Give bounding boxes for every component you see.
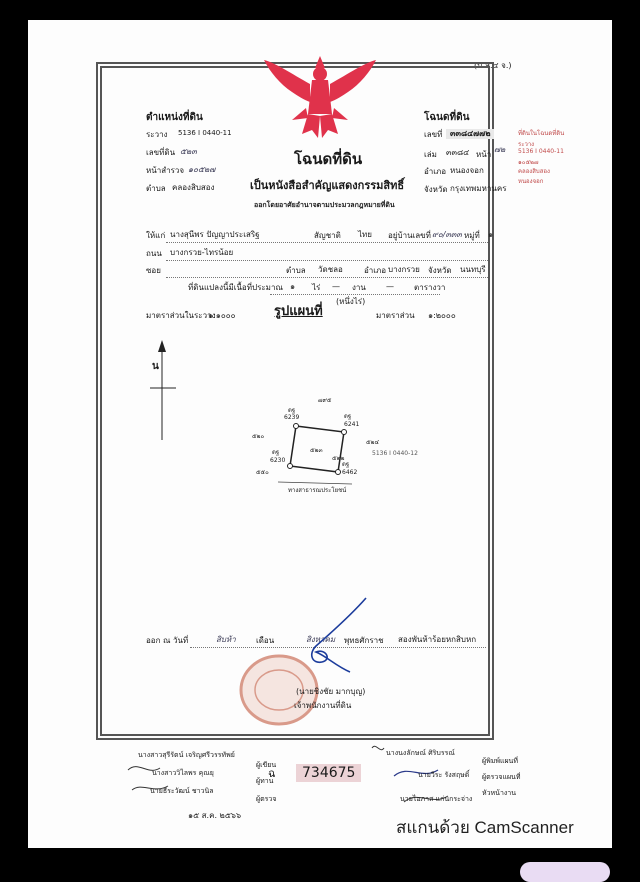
stake-2-prefix: ดฐ [344, 413, 352, 420]
stake-3: 6230 [270, 457, 286, 464]
stake-4-prefix: ดฐ [342, 461, 350, 468]
scale-right-label: มาตราส่วน [376, 311, 415, 320]
scale-left-label: มาตราส่วนในระวาง [146, 311, 216, 320]
footer-left-name3: นายธีระวัฒน์ ชาวนิล [150, 787, 214, 795]
area-rai-label: ไร่ [312, 283, 321, 292]
footer-left-role3: ผู้ตรวจ [256, 795, 277, 803]
footer-right-name3: นายไอภาส แก่นกระจ่าง [400, 795, 473, 803]
area-note: (หนึ่งไร่) [336, 297, 366, 306]
tambon-label: ตำบล [146, 184, 166, 193]
road-note: ทางสาธารณประโยชน์ [288, 487, 347, 494]
side-note-line3: 5136 I 0440-11 [518, 148, 564, 155]
footer-right-role1: ผู้พิมพ์แผนที่ [482, 757, 518, 765]
footer-left-signatures-icon [124, 758, 184, 798]
adjacent-south: ๕๒๒ [332, 455, 345, 462]
stake-1: 6239 [284, 414, 300, 421]
side-note-line2: ระวาง [518, 141, 535, 148]
area-line [270, 294, 440, 295]
camscanner-watermark: สแกนด้วย CamScanner [396, 818, 574, 837]
owner-tambon-value: วัดชลอ [318, 265, 343, 274]
issue-month-label: เดือน [256, 636, 275, 645]
parcel-number: ๕๒๓ [310, 447, 323, 454]
scale-right-value: ๑:๒๐๐๐ [428, 311, 456, 320]
adjacent-north: ๗๙๕ [318, 397, 332, 404]
area-wa-value: — [386, 282, 394, 291]
area-ngan-value: — [332, 282, 340, 291]
owner-line-1 [166, 242, 488, 243]
footer-left-name2: นางสาววิไลพร คุณยุ [152, 769, 214, 777]
area-ngan-label: งาน [352, 283, 366, 292]
parcel-map [240, 396, 390, 496]
owner-province-value: นนทบุรี [460, 265, 486, 274]
page-code: (น.ส.๔ จ.) [474, 61, 512, 70]
serial-prefix: ฉ [268, 767, 276, 780]
owner-prefix: ให้แก่ [146, 231, 166, 240]
book-value: ๓๓๘๔ [446, 148, 470, 157]
adjacent-west: ๕๒๐ [252, 433, 265, 440]
north-arrow-icon [148, 338, 178, 444]
amphoe-label: อำเภอ [424, 167, 447, 176]
north-label: น [152, 361, 159, 372]
side-note-line6: หนองจอก [518, 178, 544, 185]
number-value: ๓๓๘๔๗๗๒ [446, 129, 494, 139]
amphoe-value: หนองจอก [450, 166, 484, 175]
map-heading: รูปแผนที่ [274, 304, 323, 319]
doc-right-title: โฉนดที่ดิน [424, 112, 470, 123]
footer-left-role1: ผู้เขียน [256, 761, 277, 769]
stake-1-prefix: ดฐ [288, 407, 296, 414]
doc-left-title: ตำแหน่งที่ดิน [146, 112, 203, 123]
stake-2: 6241 [344, 421, 360, 428]
nationality-label: สัญชาติ [314, 231, 341, 240]
page-label: หน้า [476, 150, 492, 159]
issued-by-text: ออกโดยอาศัยอำนาจตามประมวลกฎหมายที่ดิน [254, 201, 395, 209]
moo-value: ๑ [488, 230, 494, 239]
footer-right-role3: หัวหน้างาน [482, 789, 517, 797]
issue-year-label: พุทธศักราช [344, 636, 384, 645]
document-subtitle: เป็นหนังสือสำคัญแสดงกรรมสิทธิ์ [250, 179, 405, 192]
book-label: เล่ม [424, 150, 437, 159]
footer-right-name1: นางนงลักษณ์ ศิริบรรณ์ [386, 749, 455, 757]
survey-label: หน้าสำรวจ [146, 166, 185, 175]
sheet-label: ระวาง [146, 130, 168, 139]
area-label: ที่ดินแปลงนี้มีเนื้อที่ประมาณ [188, 283, 283, 292]
adjacent-southwest: ๕๕๐ [256, 469, 269, 476]
road-label: ถนน [146, 249, 162, 258]
stake-4: 6462 [342, 469, 358, 476]
owner-line-2 [166, 260, 488, 261]
footer-left-name1: นางสาวสุรีรัตน์ เจริญศรีวรรทัพย์ [138, 751, 235, 759]
officer-title: เจ้าพนักงานที่ดิน [294, 701, 352, 710]
moo-label: หมู่ที่ [464, 231, 480, 240]
nationality-value: ไทย [358, 230, 372, 239]
document-title: โฉนดที่ดิน [294, 150, 363, 168]
side-note-line4: ๑๐๕๒๗ [518, 159, 539, 166]
soi-label: ซอย [146, 266, 161, 275]
sheet-value: 5136 I 0440-11 [178, 129, 232, 137]
parcel-value: ๕๒๓ [180, 147, 197, 156]
stake-3-prefix: ดฐ [272, 449, 280, 456]
page-value: ๗๒ [494, 145, 506, 154]
house-number: ๙๐/๓๓๓ [432, 230, 462, 239]
owner-name: นางสุนีพร ปัญญาประเสริฐ [170, 230, 260, 239]
side-note-line1: ที่ดินในโฉนดที่ดิน [518, 130, 565, 137]
side-note-line5: คลองสิบสอง [518, 168, 550, 175]
tambon-value: คลองสิบสอง [172, 183, 215, 192]
area-wa-label: ตารางวา [414, 283, 446, 292]
survey-value: ๑๐๕๒๗ [188, 165, 216, 174]
issue-month: สิงหาคม [306, 635, 336, 644]
owner-line-3 [166, 277, 488, 278]
parcel-label: เลขที่ดิน [146, 148, 176, 157]
owner-tambon-label: ตำบล [286, 266, 306, 275]
garuda-emblem-icon [262, 50, 378, 142]
officer-name: (นายชิงชัย มากบุญ) [296, 687, 366, 696]
footer-date: ๑๕ ส.ค. ๒๕๖๖ [188, 811, 242, 820]
province-label: จังหวัด [424, 185, 448, 194]
owner-province-label: จังหวัด [428, 266, 452, 275]
number-label: เลขที่ [424, 130, 443, 139]
issue-given-at: ออก ณ วันที่ [146, 636, 189, 645]
officer-signature-icon [296, 594, 386, 678]
footer-right-name2: นายวีระ รังสฤษดิ์ [418, 771, 470, 779]
footer-left-role2: ผู้ทาน [256, 777, 274, 785]
address-label: อยู่บ้านเลขที่ [388, 231, 431, 240]
footer-right-role2: ผู้ตรวจแผนที่ [482, 773, 521, 781]
map-sheet-ref: 5136 I 0440-12 [372, 450, 418, 457]
owner-amphoe-label: อำเภอ [364, 266, 387, 275]
scale-left-value: ๑:๑๐๐๐ [208, 311, 236, 320]
road-value: บางกรวย-ไทรน้อย [170, 248, 234, 257]
owner-amphoe-value: บางกรวย [388, 265, 420, 274]
area-rai-value: ๑ [290, 282, 296, 291]
issue-year: สองพันห้าร้อยหกสิบหก [398, 635, 477, 644]
corner-badge[interactable] [520, 862, 610, 882]
serial-number: 734675 [296, 764, 361, 782]
province-value: กรุงเทพมหานคร [450, 184, 507, 193]
adjacent-east: ๕๒๔ [366, 439, 380, 446]
issue-day: สิบห้า [216, 635, 236, 644]
